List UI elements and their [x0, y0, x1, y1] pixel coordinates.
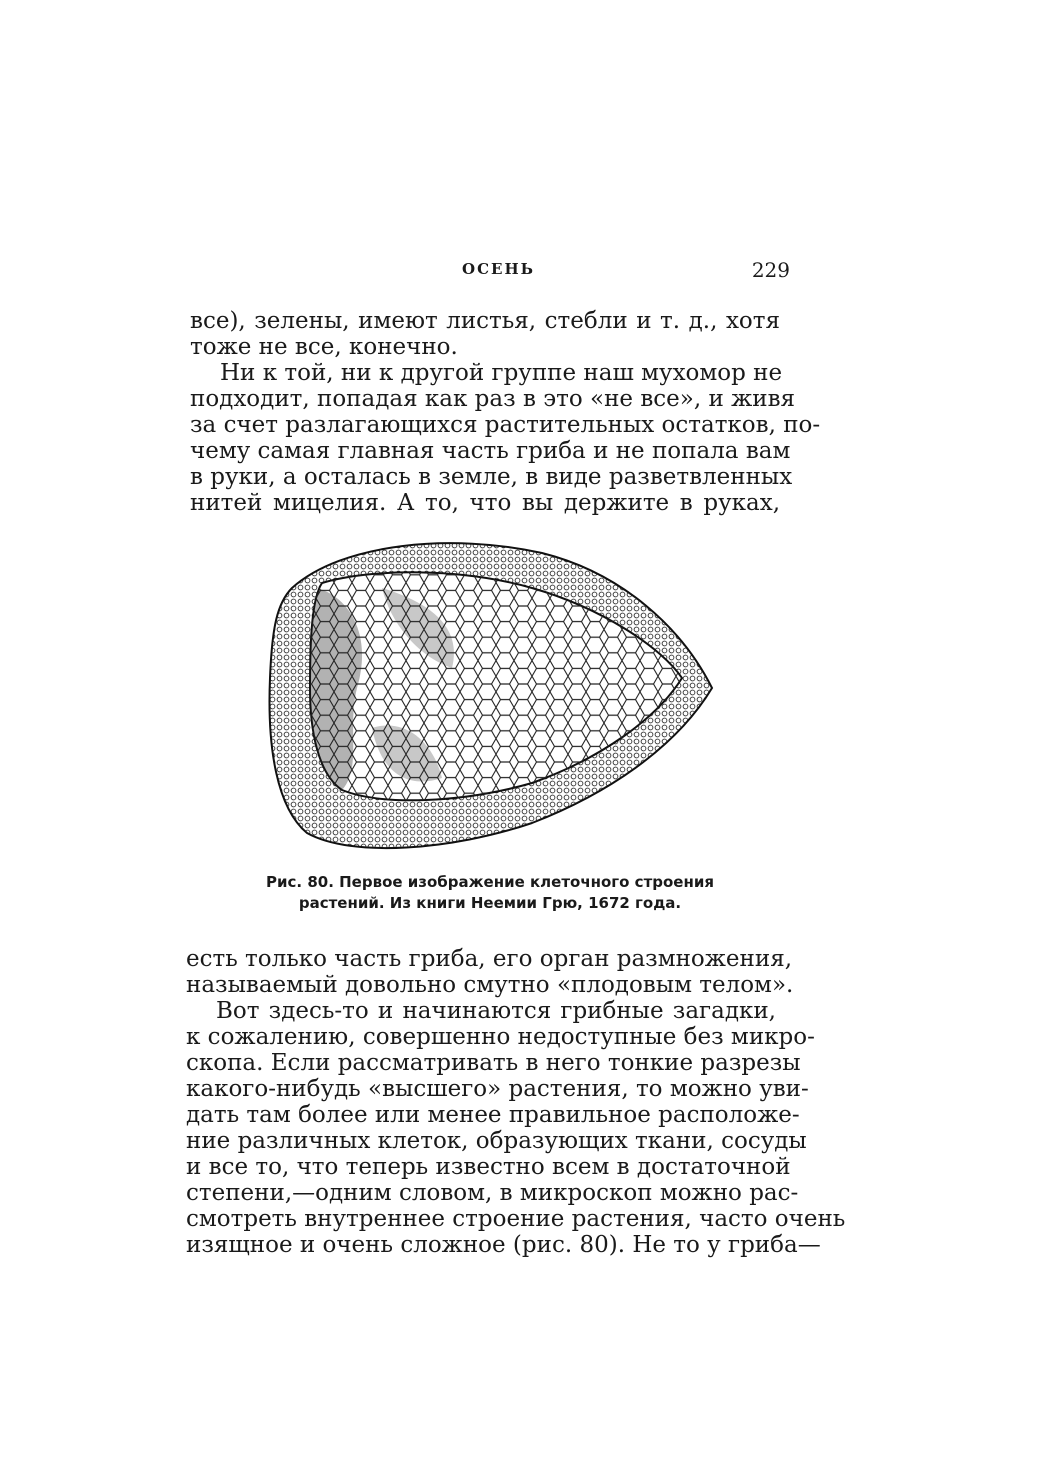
- running-head: [190, 258, 790, 282]
- text-line: ние различных клеток, образующих ткани, сосуды: [186, 1128, 807, 1154]
- body-text-top: [190, 308, 821, 516]
- text-line: смотреть внутреннее строение растения, часто очень: [186, 1206, 846, 1232]
- text-line: нитей мицелия. А то, что вы держите в руках,: [190, 490, 780, 516]
- text-line: называемый довольно смутно «плодовым телом».: [186, 972, 794, 998]
- caption-line: растений. Из книги Неемии Грю, 1672 года.: [298, 894, 682, 912]
- text-line: скопа. Если рассматривать в него тонкие разрезы: [186, 1050, 801, 1076]
- text-line: тоже не все, конечно.: [190, 334, 458, 360]
- text-line: подходит, попадая как раз в это «не все», и живя: [190, 386, 796, 412]
- running-title: ОСЕНЬ: [462, 260, 535, 278]
- text-line: и все то, что теперь известно всем в достаточной: [186, 1154, 791, 1180]
- text-line: изящное и очень сложное (рис. 80). Не то у гриба—: [186, 1232, 821, 1258]
- body-text-bottom: [186, 946, 846, 1258]
- text-line: дать там более или менее правильное расположе-: [186, 1102, 800, 1128]
- text-line: за счет разлагающихся растительных остатков, по-: [190, 412, 821, 438]
- illustration-svg: [262, 528, 722, 858]
- text-line: в руки, а осталась в земле, в виде разветвленных: [190, 464, 793, 490]
- text-line: есть только часть гриба, его орган размножения,: [186, 946, 793, 972]
- page-number: 229: [751, 258, 790, 282]
- caption-line: Рис. 80. Первое изображение клеточного строения: [266, 873, 714, 891]
- text-line: чему самая главная часть гриба и не попала вам: [190, 438, 791, 464]
- text-line: степени,—одним словом, в микроскоп можно рас-: [186, 1180, 799, 1206]
- text-line: какого-нибудь «высшего» растения, то можно уви-: [186, 1076, 809, 1102]
- text-line: к сожалению, совершенно недоступные без микро-: [186, 1024, 815, 1050]
- text-line: Вот здесь-то и начинаются грибные загадки,: [216, 998, 776, 1024]
- text-line: Ни к той, ни к другой группе наш мухомор не: [220, 360, 783, 386]
- figure-caption: [220, 872, 760, 914]
- cell-structure-illustration: [262, 528, 722, 858]
- text-line: все), зелены, имеют листья, стебли и т. д., хотя: [190, 308, 780, 334]
